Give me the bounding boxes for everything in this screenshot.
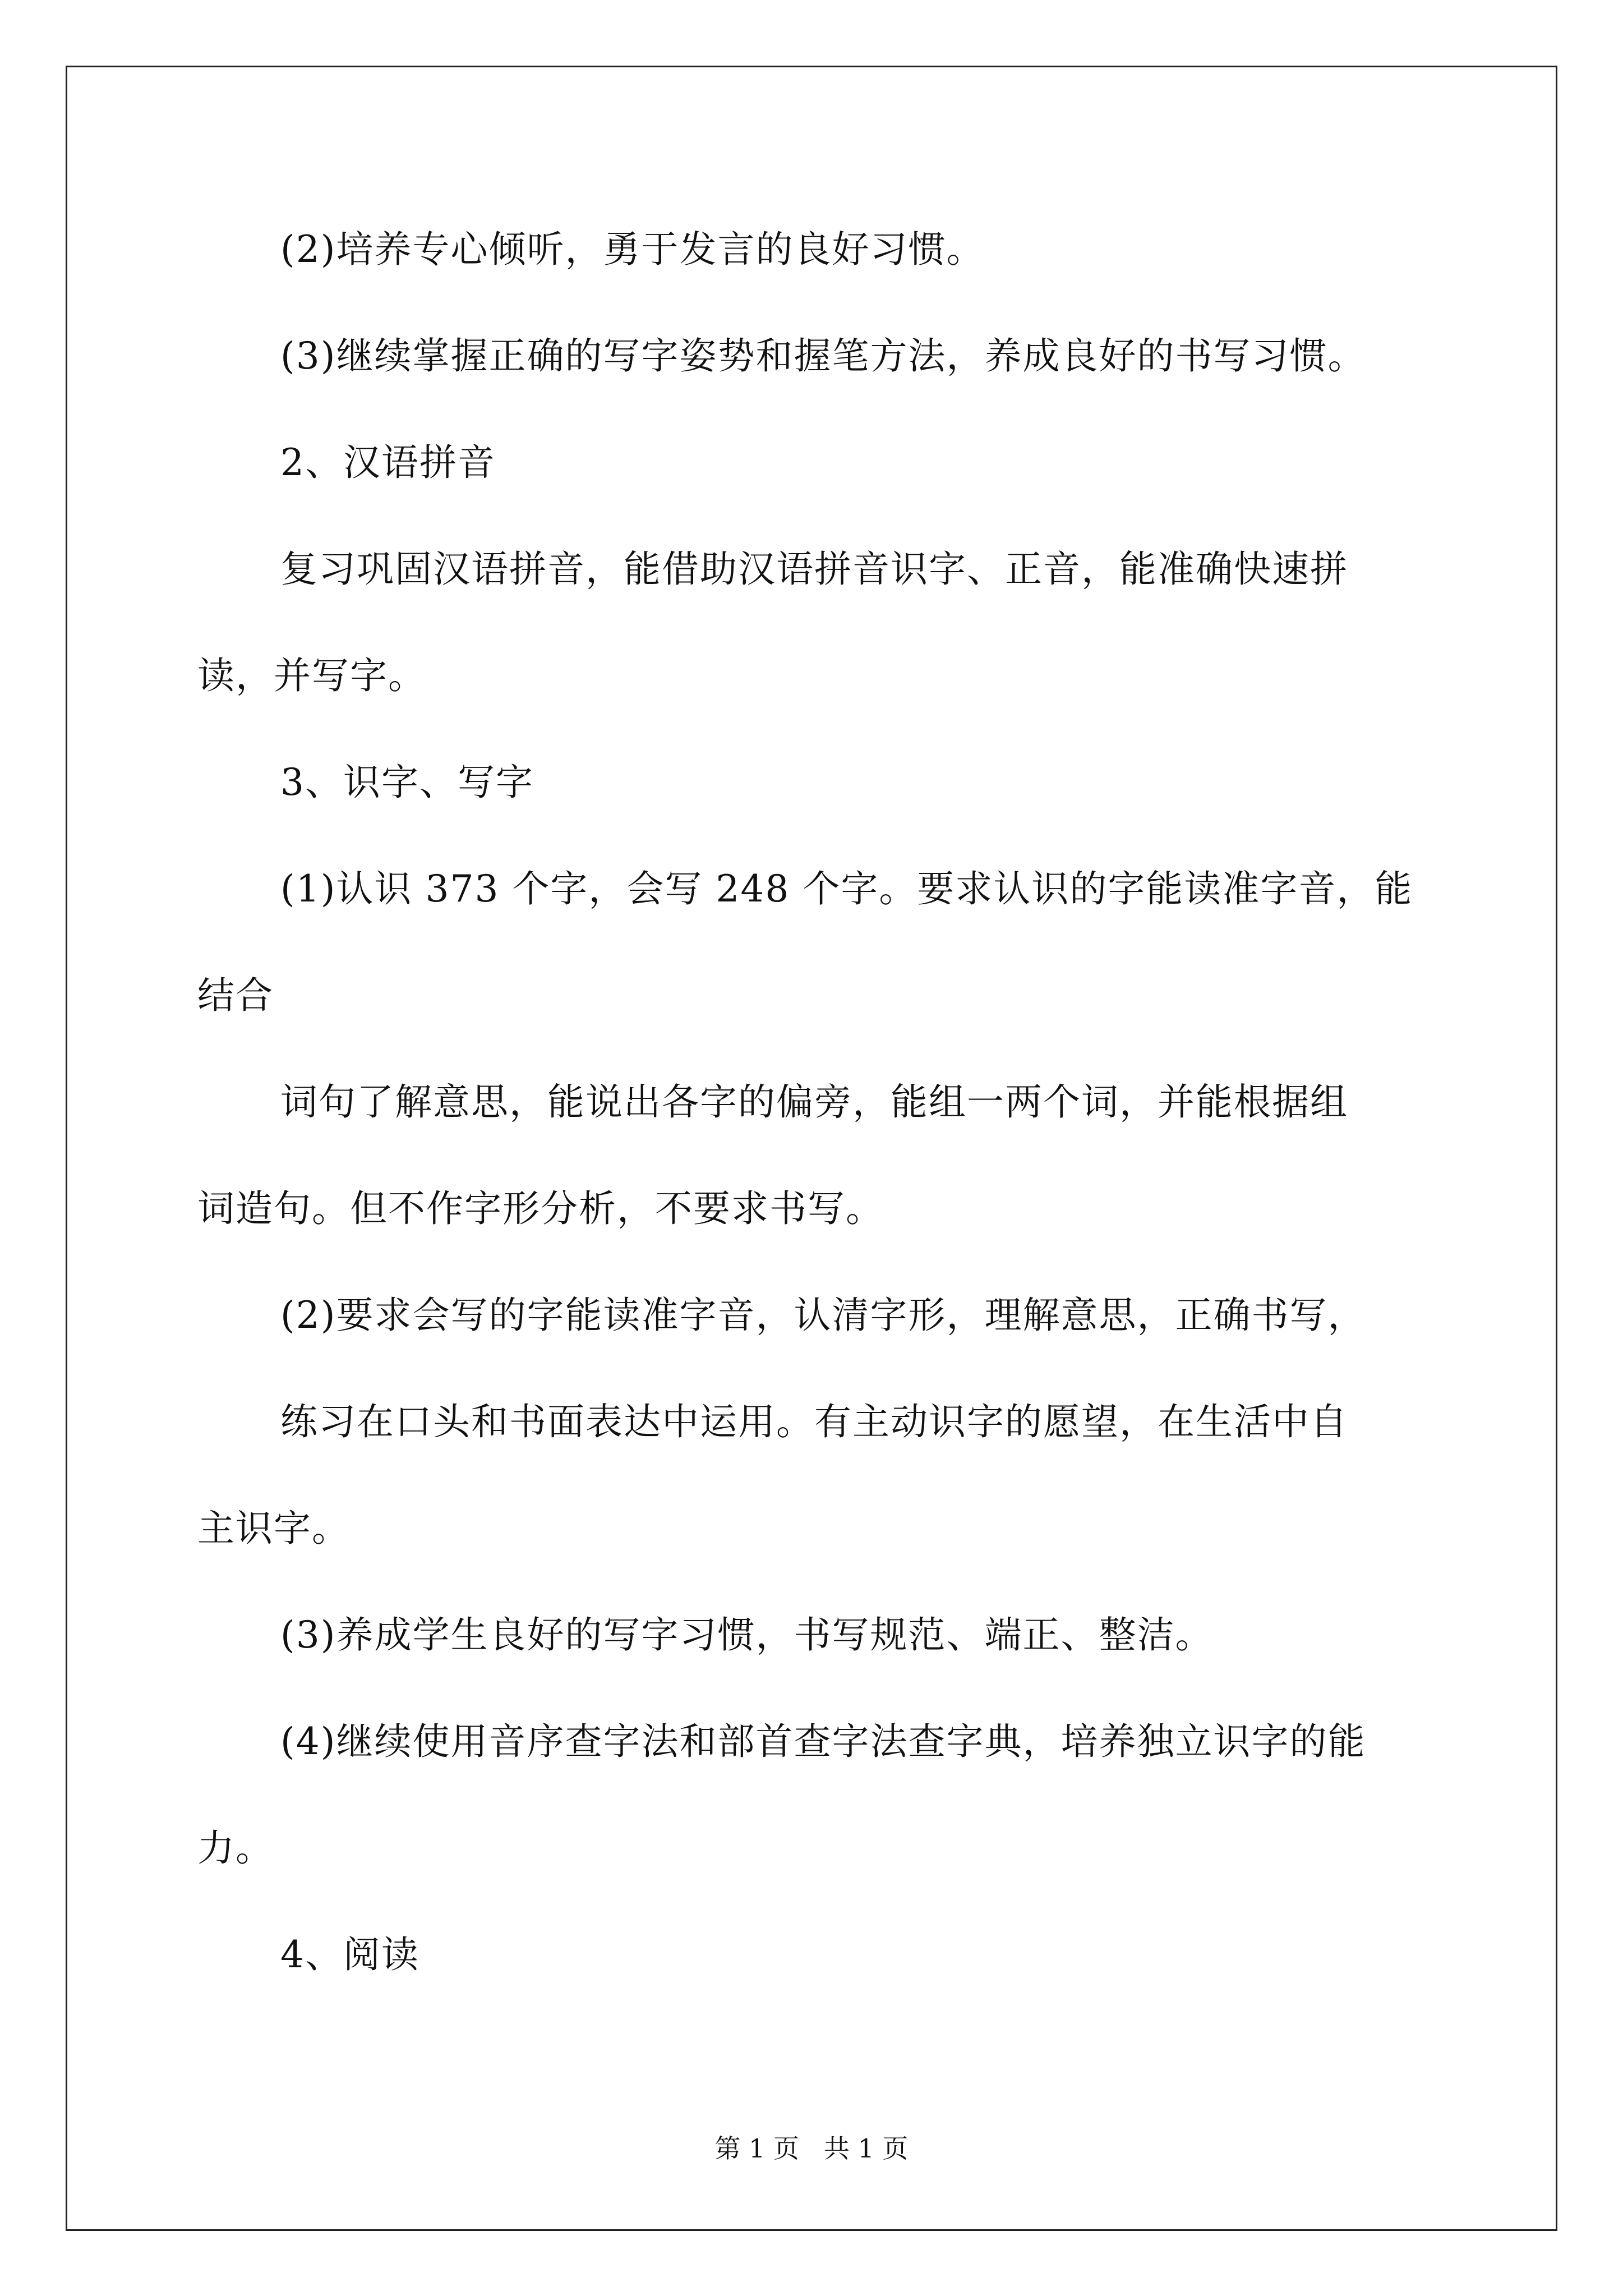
text-line: 读，并写字。	[197, 654, 426, 697]
text-line: (2)培养专心倾听，勇于发言的良好习惯。	[280, 228, 985, 271]
text-line: 主识字。	[197, 1507, 350, 1550]
text-line: (2)要求会写的字能读准字音，认清字形，理解意思，正确书写，	[280, 1294, 1366, 1337]
text-line: 结合	[197, 974, 274, 1017]
text-line: (3)养成学生良好的写字习惯，书写规范、端正、整洁。	[280, 1613, 1214, 1657]
section-heading: 2、汉语拼音	[280, 441, 496, 484]
section-heading: 4、阅读	[280, 1933, 419, 1976]
text-line: 词句了解意思，能说出各字的偏旁，能组一两个词，并能根据组	[280, 1080, 1348, 1124]
page-border	[66, 66, 1557, 2231]
text-line: (3)继续掌握正确的写字姿势和握笔方法，养成良好的书写习惯。	[280, 334, 1366, 378]
section-heading: 3、识字、写字	[280, 761, 534, 804]
page-number-footer: 第 1 页 共 1 页	[714, 2133, 909, 2164]
text-line: 力。	[197, 1826, 274, 1870]
text-line: 练习在口头和书面表达中运用。有主动识字的愿望，在生活中自	[280, 1400, 1348, 1443]
text-line: 复习巩固汉语拼音，能借助汉语拼音识字、正音，能准确快速拼	[280, 547, 1348, 591]
text-line: 词造句。但不作字形分析，不要求书写。	[197, 1187, 884, 1230]
text-line: (1)认识 373 个字，会写 248 个字。要求认识的字能读准字音，能	[280, 867, 1413, 910]
text-line: (4)继续使用音序查字法和部首查字法查字典，培养独立识字的能	[280, 1720, 1366, 1763]
